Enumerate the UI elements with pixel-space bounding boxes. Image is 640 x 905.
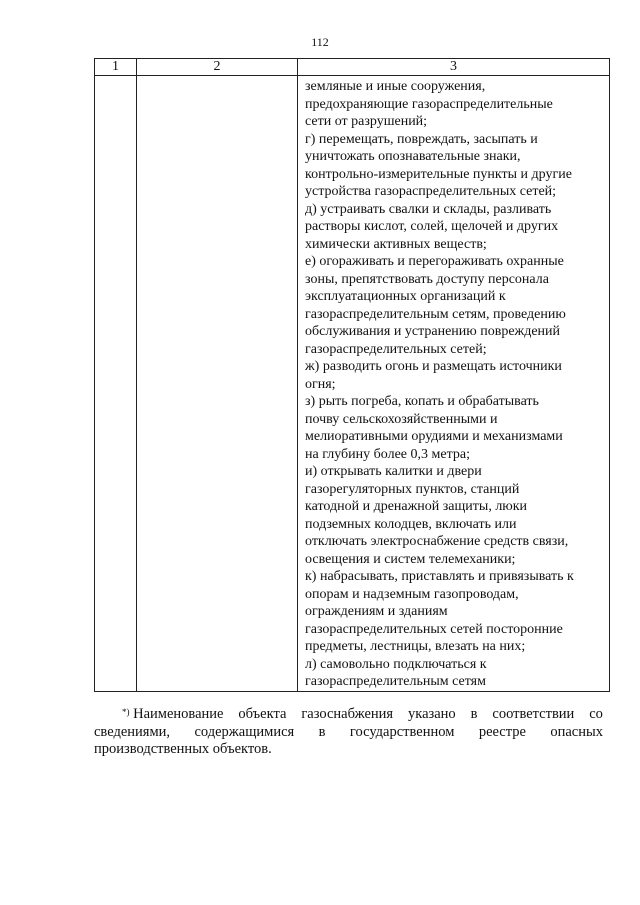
table-cell-col2 [137, 76, 298, 692]
footnote-line-2 [94, 724, 603, 742]
text-line: почву сельскохозяйственными и [305, 411, 498, 427]
text-line: устройства газораспределительных сетей; [305, 184, 557, 199]
table-header-row [95, 59, 610, 76]
text-line: отключать электроснабжение средств связи, [305, 534, 569, 549]
footnote-word: содержащимися [194, 723, 295, 740]
footnote [94, 706, 603, 759]
footnote-word: реестре [478, 723, 526, 740]
footnote-line-1 [94, 706, 603, 724]
document-table [94, 58, 610, 692]
page-number: 112 [311, 35, 329, 49]
text-line: уничтожать опознавательные знаки, [305, 149, 521, 164]
text-line: эксплуатационных организаций к [305, 289, 506, 304]
footnote-word: газоснабжения [301, 706, 394, 722]
text-line: опорам и надземным газопроводам, [305, 586, 519, 602]
text-line: з) рыть погреба, копать и обрабатывать [305, 394, 539, 409]
table-row [95, 76, 610, 692]
table-cell-col1 [95, 76, 137, 692]
text-line: мелиоративными орудиями и механизмами [305, 429, 563, 444]
text-line: газораспределительным сетям, проведению [305, 306, 566, 322]
text-line: предохраняющие газораспределительные [305, 96, 553, 112]
footnote-word: объекта [238, 706, 287, 722]
column-header-1: 1 [95, 59, 137, 76]
text-line: газораспределительных сетей посторонние [305, 621, 563, 637]
text-line: сети от разрушений; [305, 114, 428, 129]
text-line: контрольно-измерительные пункты и другие [305, 166, 572, 182]
text-line: освещения и систем телемеханики; [305, 551, 516, 567]
text-line: и) открывать калитки и двери [305, 464, 482, 479]
footnote-word: Наименование [129, 706, 224, 722]
text-line: ограждениям и зданиям [305, 604, 448, 619]
text-line: е) огораживать и перегораживать охранные [305, 254, 564, 269]
text-line: огня; [305, 376, 336, 392]
footnote-word: со [589, 706, 603, 722]
footnote-word: в [470, 706, 478, 722]
text-line: химически активных веществ; [305, 236, 487, 252]
text-line: земляные и иные сооружения, [305, 79, 486, 94]
text-line: зоны, препятствовать доступу персонала [305, 271, 549, 287]
text-line: подземных колодцев, включать или [305, 516, 517, 532]
text-line: на глубину более 0,3 метра; [305, 446, 470, 462]
text-line: катодной и дренажной защиты, люки [305, 499, 528, 514]
text-line: к) набрасывать, приставлять и привязывать к [305, 569, 574, 584]
prohibitions-text [298, 76, 609, 691]
text-line: д) устраивать свалки и склады, разливать [305, 201, 552, 217]
text-line: ж) разводить огонь и размещать источники [305, 359, 562, 374]
footnote-word: сведениями, [94, 723, 171, 740]
text-line: растворы кислот, солей, щелочей и других [305, 219, 559, 234]
text-line: г) перемещать, повреждать, засыпать и [305, 131, 538, 147]
footnote-word: опасных [550, 723, 603, 740]
footnote-marker: *) [122, 707, 130, 717]
text-line: газораспределительных сетей; [305, 341, 487, 357]
column-header-3: 3 [298, 59, 610, 76]
footnote-word: в [318, 723, 326, 740]
text-line: предметы, лестницы, влезать на них; [305, 639, 526, 654]
text-line: газораспределительным сетям [305, 674, 486, 689]
text-line: газорегуляторных пунктов, станций [305, 481, 520, 497]
footnote-line-3: производственных объектов. [94, 741, 272, 757]
text-line: обслуживания и устранению повреждений [305, 324, 561, 339]
column-header-2: 2 [137, 59, 298, 76]
text-line: л) самовольно подключаться к [305, 656, 487, 672]
footnote-word: государственном [349, 723, 455, 740]
table-cell-col3 [298, 76, 610, 692]
footnote-word: указано [408, 706, 456, 722]
footnote-word: соответствии [492, 706, 575, 722]
